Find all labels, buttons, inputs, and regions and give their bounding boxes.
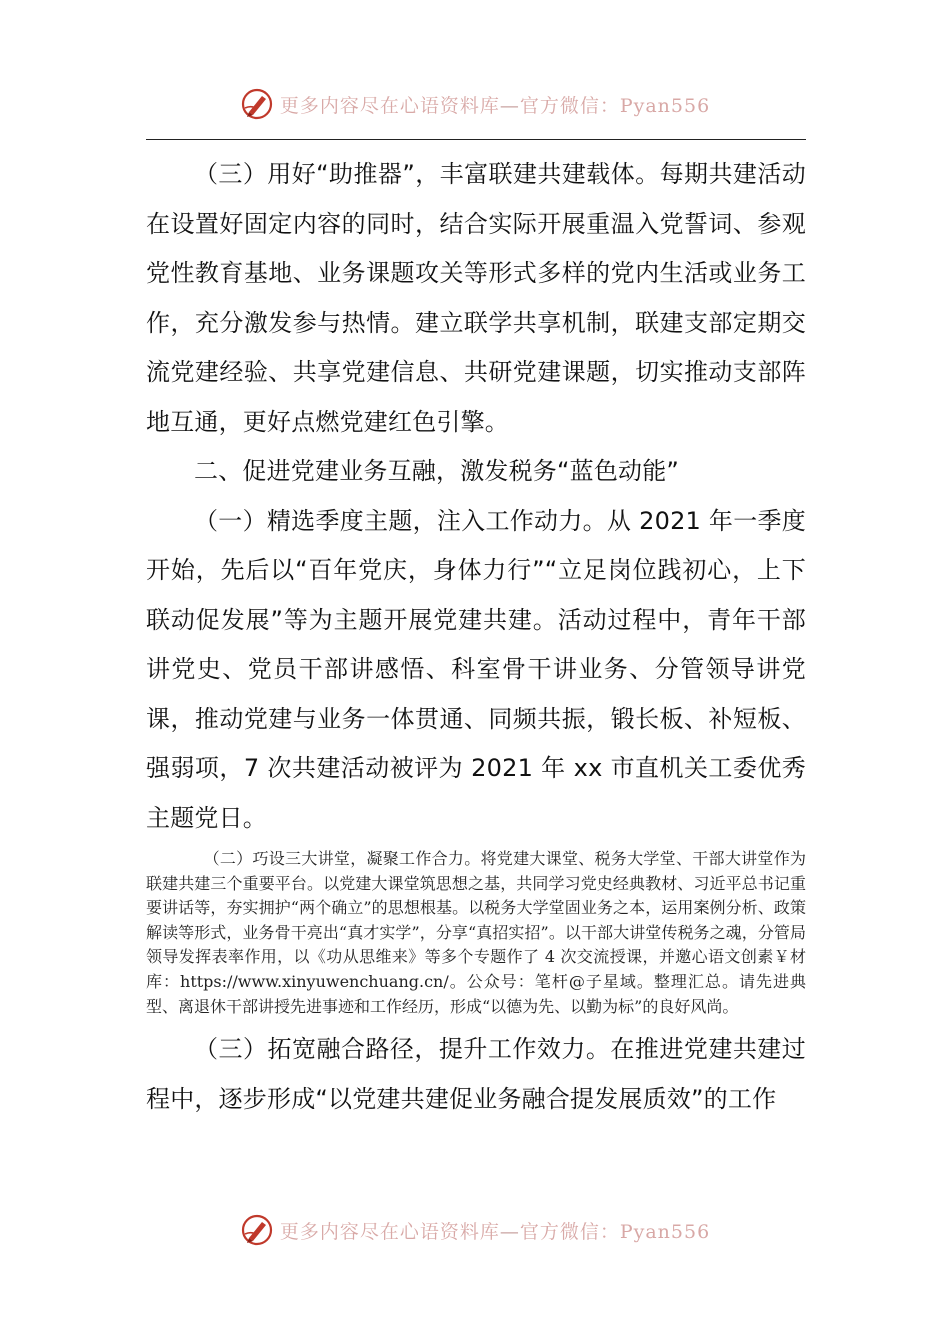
footer-contact: 官方微信：Pyan556 <box>519 1220 711 1243</box>
header-rule <box>146 139 806 140</box>
header-banner-text <box>280 91 710 118</box>
pen-logo-icon <box>240 1213 274 1247</box>
footer-site-name: 更多内容尽在心语资料库 <box>279 1220 500 1243</box>
footer-banner-text <box>280 1217 710 1244</box>
paragraph-platform: （三）用好“助推器”，丰富联建共建载体。每期共建活动在设置好固定内容的同时，结合实际开展重温入党誓词、参观党性教育基地、业务课题攻关等形式多样的党内生活或业务工作，充分激发参与热情。建立联学共享机制，联建支部定期交流党建经验、共享党建信息、共研党建课题，切实推动支部阵地互通，更好点燃党建红色引擎。 <box>146 160 806 436</box>
paragraph-integration-path: （三）拓宽融合路径，提升工作效力。在推进党建共建过程中，逐步形成“以党建共建促业务融合提发展质效”的工作 <box>146 1035 806 1113</box>
footer-separator: — <box>499 1220 520 1243</box>
header-site-name: 更多内容尽在心语资料库 <box>279 94 500 117</box>
header-contact: 官方微信：Pyan556 <box>519 94 711 117</box>
paragraph-three-lectures: （二）巧设三大讲堂，凝聚工作合力。将党建大课堂、税务大学堂、干部大讲堂作为联建共建三个重要平台。以党建大课堂筑思想之基，共同学习党史经典教材、习近平总书记重要讲话等，夯实拥护“两个确立”的思想根基。以税务大学堂固业务之本，运用案例分析、政策解读等形式，业务骨干亮出“真才实学”，分享“真招实招”。以干部大讲堂传税务之魂，分管局领导发挥表率作用，以《功从思维来》等多个专题作了 4 次交流授课，并邀心语文创素￥材库：https://www.xinyuwenchuang.cn/。公众号：笔杆@子星域。整理汇总。请先进典型、离退休干部讲授先进事迹和工作经历，形成“以德为先、以勤为标”的良好风尚。 <box>146 849 806 1016</box>
paragraph-quarterly-themes: （一）精选季度主题，注入工作动力。从 2021 年一季度开始，先后以“百年党庆，身体力行”“立足岗位践初心，上下联动促发展”等为主题开展党建共建。活动过程中，青年干部讲党史、党员干部讲感悟、科室骨干讲业务、分管领导讲党课，推动党建与业务一体贯通、同频共振，锻长板、补短板、强弱项，7 次共建活动被评为 2021 年 xx 市直机关工委优秀主题党日。 <box>146 506 806 832</box>
pen-logo-icon <box>240 87 274 121</box>
section-heading-2: 二、促进党建业务互融，激发税务“蓝色动能” <box>194 457 680 485</box>
header-banner <box>0 82 950 126</box>
header-separator: — <box>499 94 520 117</box>
footer-banner <box>0 1208 950 1252</box>
document-body <box>146 150 806 1124</box>
